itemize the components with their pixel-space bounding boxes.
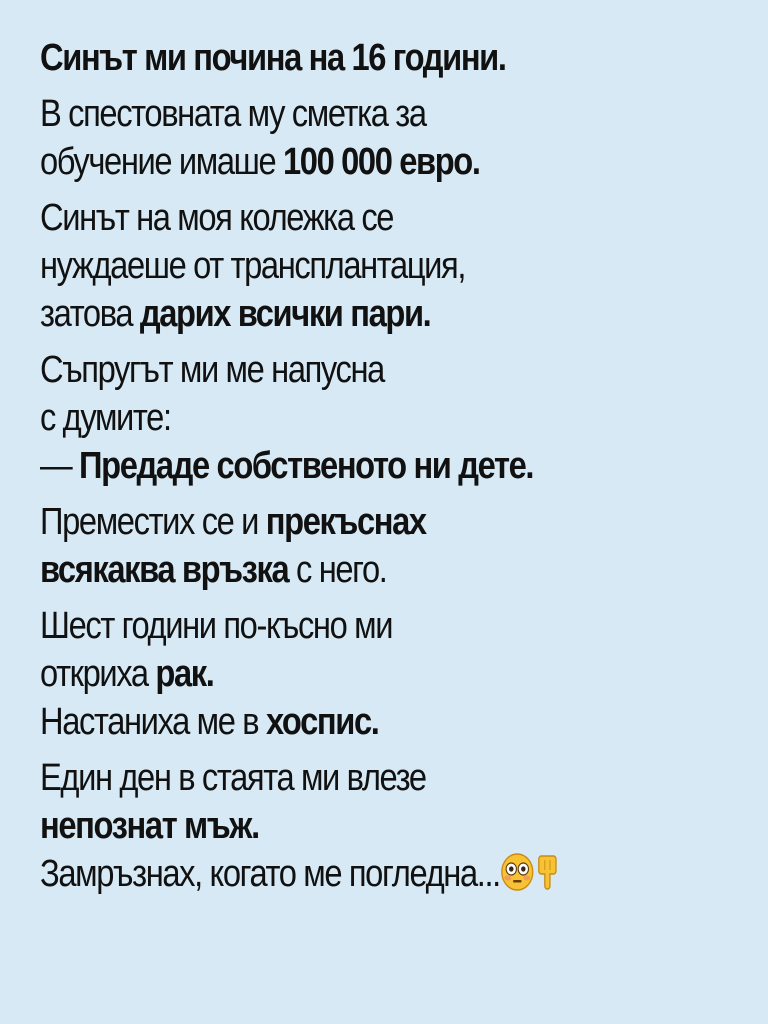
story-text: Преместих се и [40, 501, 266, 543]
story-text: Съпругът ми ме напусна [40, 349, 384, 391]
story-text-bold: 100 000 евро. [283, 141, 480, 183]
pointing-down-emoji-icon [534, 852, 560, 904]
story-text: В спестовната му сметка за [40, 93, 426, 135]
story-text: затова [40, 293, 140, 335]
story-line [40, 802, 642, 850]
story-text: нуждаеше от трансплантация, [40, 245, 466, 287]
story-text-bold: рак. [155, 653, 214, 695]
story-text: Замръзнах, когато ме погледна... [40, 853, 500, 895]
story-text-bold: непознат мъж. [40, 805, 259, 847]
story-text: Един ден в стаята ми влезе [40, 757, 426, 799]
story-line [40, 242, 642, 290]
story-text: откриха [40, 653, 156, 695]
story-text-bold: всякаква връзка [40, 549, 289, 591]
story-line [40, 602, 642, 650]
story-text: обучение имаше [40, 141, 284, 183]
story-line [40, 194, 642, 242]
story-text-bold: прекъснах [265, 501, 426, 543]
story-line [40, 90, 642, 138]
story-text: Настаниха ме в [40, 701, 266, 743]
story-text: — [40, 445, 80, 487]
story-text [40, 34, 740, 904]
story-text: Шест години по-късно ми [40, 605, 393, 647]
story-line [40, 138, 642, 186]
story-line [40, 698, 642, 746]
story-line [40, 394, 642, 442]
story-text-bold: Синът ми почина на 16 години. [40, 37, 506, 79]
story-line [40, 546, 642, 594]
story-text-bold: Предаде собственото ни дете. [79, 445, 534, 487]
story-line [40, 650, 642, 698]
story-text: Синът на моя колежка се [40, 197, 394, 239]
story-line [40, 754, 642, 802]
story-line [40, 850, 642, 904]
story-line [40, 442, 642, 490]
story-text-bold: дарих всички пари. [139, 293, 431, 335]
story-line [40, 346, 642, 394]
story-text: с думите: [40, 397, 171, 439]
story-text-bold: хоспис. [265, 701, 379, 743]
story-line [40, 34, 642, 82]
flushed-face-emoji-icon [500, 852, 534, 904]
story-line [40, 290, 642, 338]
story-text: с него. [288, 549, 387, 591]
story-line [40, 498, 642, 546]
